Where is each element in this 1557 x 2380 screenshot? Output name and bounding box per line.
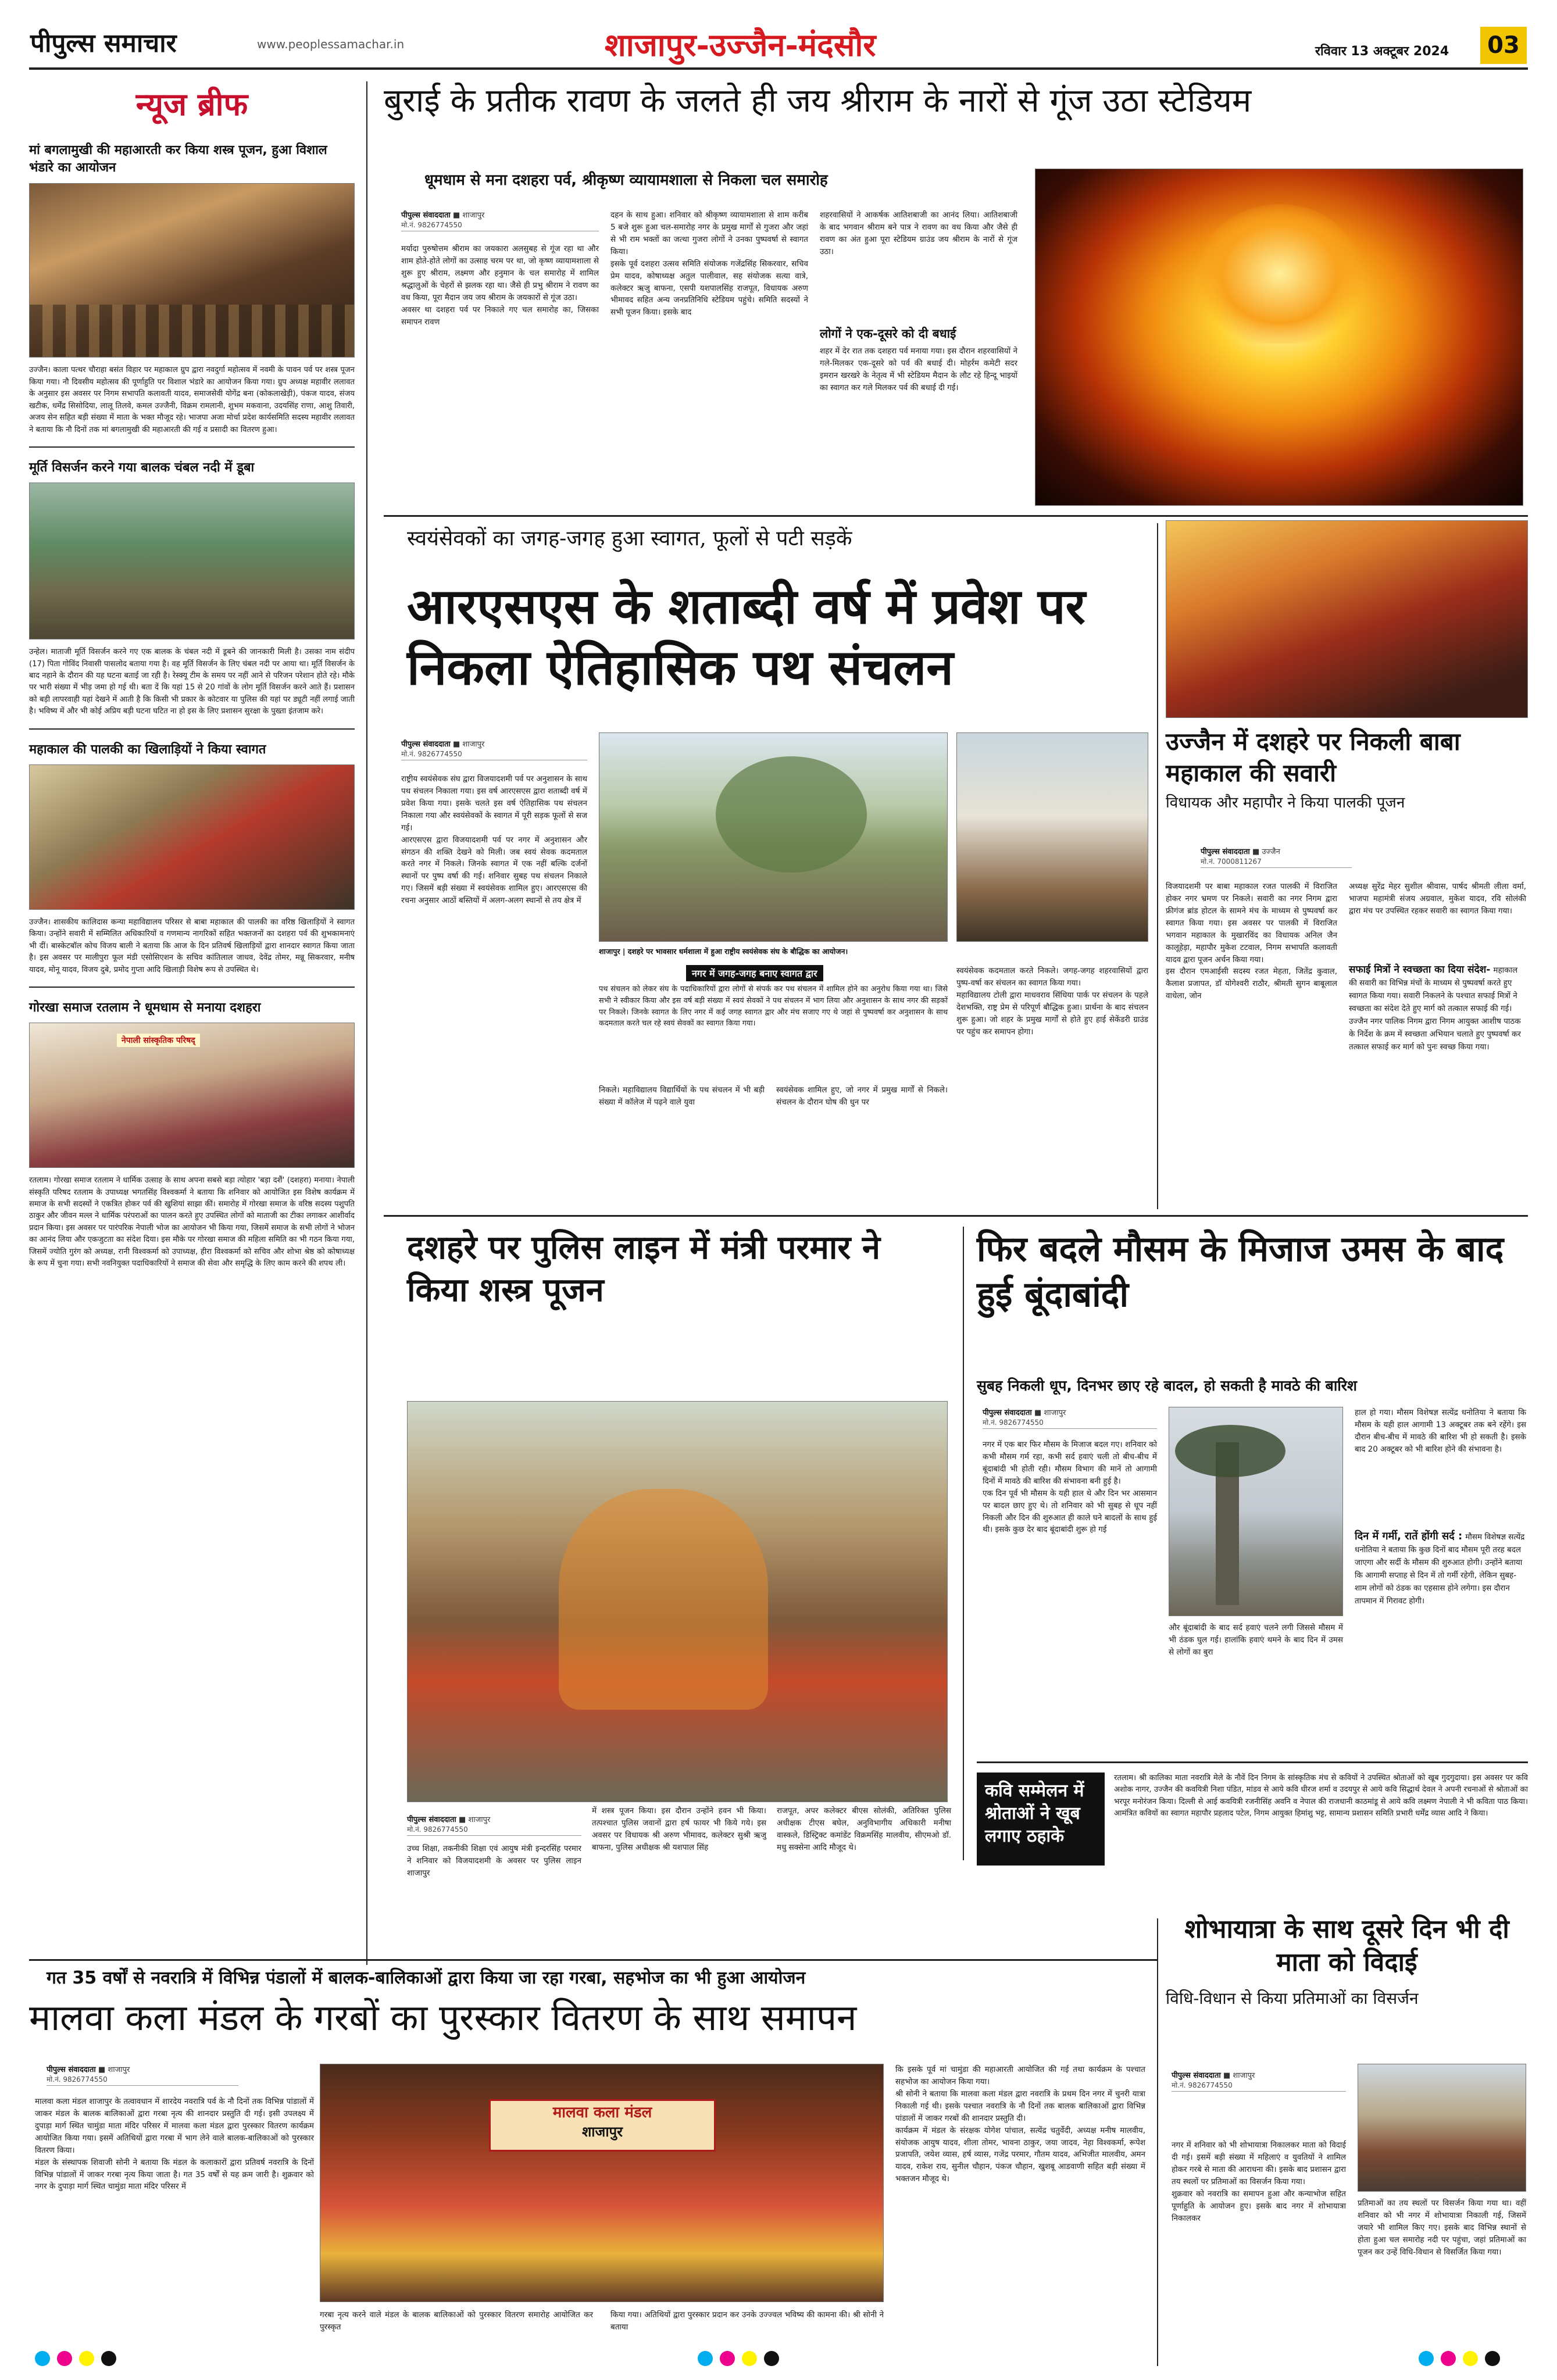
brief-headline: महाकाल की पालकी का खिलाड़ियों ने किया स्वागत [29,742,266,757]
weather-photo-caption: और बूंदाबांदी के बाद सर्द हवाएं चलने लगी जिससे मौसम में भी ठंडक घुल गई। हालांकि हवाएं थमने के बाद दिन में उमस से लोगों का बुरा [1169,1623,1343,1657]
garba-story [29,1965,1151,2366]
weather-box [1355,1529,1526,1607]
news-brief-title: न्यूज ब्रीफ [135,85,248,123]
brief-photo-river-bank [29,483,355,639]
mobile-number: मो.नं. 9826774550 [983,1417,1157,1429]
box-headline: लोगों ने एक-दूसरे को दी बधाई [820,327,956,341]
divider [29,728,355,730]
photo-banner: नेपाली सांस्कृतिक परिषद् [117,1034,200,1047]
column-rule [1157,523,1158,1209]
brief-item-palki-players [29,740,355,976]
brief-body: उज्जैन। काला पत्थर चौराहा बसंत विहार पर महाकाल ग्रुप द्वारा नवदुर्गा महोत्सव में नवमी के पावन पर्व पर शस्त्र पूजन किया गया। नौ दिवसीय महोत्सव की पूर्णाहुति पर विशाल भंडारे का आयोजन किया गया। ग्रुप अध्यक्ष महावीर ललावत के अनुसार इस अवसर पर निगम सभापति कलावती यादव, समाजसेवी योगेंद्र बना (कोकलाखेड़ी), पंकज यादव, संजय खटीक, धर्मेंद्र सिसोदिया, लालू तिलवे, कमल उज्जैनी, विक्रम रामलानी, शुभम मकवाना, उदयसिंह राणा, आशु तिवारी, अजय सेन सहित बड़ी संख्या में माता के भक्त मौजूद रहे। भाजपा अजा मोर्चा प्रदेश कार्यसमिति सदस्य महावीर ललावत ने बताया कि नौ दिनों तक मां बगलामुखी की महाआरती की गई व प्रसादी का वितरण हुआ। [29,366,355,434]
shobha-byline [1172,2070,1346,2092]
garba-headline: मालवा कला मंडल के गरबों का पुरस्कार वितरण के साथ समापन [29,1996,857,2039]
police-photo-shastra-pujan [407,1401,948,1802]
divider [29,987,355,988]
police-col-1: उच्च शिक्षा, तकनीकी शिक्षा एवं आयुष मंत्री इन्दरसिंह परमार ने शनिवार को विजयादशमी के अवसर पर पुलिस लाइन शाजापुर [407,1844,581,1878]
mobile-number: मो.नं. 9826774550 [407,1824,581,1836]
brief-headline: गोरखा समाज रतलाम ने धूमधाम से मनाया दशहरा [29,1000,261,1016]
weather-photo-cloudy-palm [1169,1407,1343,1616]
garba-photo-caption-2: किया गया। अतिथियों द्वारा पुरस्कार प्रदान कर उनके उज्ज्वल भविष्य की कामना की। श्री सोनी ने बताया [610,2310,884,2332]
mahakal-byline [1201,846,1352,868]
brief-item-chambal [29,458,355,718]
byline: पीपुल्स संवाददाता ■ शाजापुर [401,211,485,220]
mobile-number: मो.नं. 7000811267 [1201,856,1352,868]
mobile-number: मो.नं. 9826774550 [401,220,599,231]
mahakal-story [1166,520,1528,1206]
registration-marks-right [1419,2351,1500,2366]
garba-kicker: गत 35 वर्षों से नवरात्रि में विभिन्न पंडालों में बालक-बालिकाओं द्वारा किया जा रहा गरबा, सहभोज का भी हुआ आयोजन [47,1968,806,1988]
masthead [0,0,1557,69]
page-number: 03 [1487,32,1520,59]
rss-photo-march [599,732,948,942]
garba-col-2: कि इसके पूर्व मां चामुंडा की महाआरती आयोजित की गई तथा कार्यक्रम के पश्चात सहभोज का आयोजन किया गया। श्री सोनी ने बताया कि मालवा कला मंडल द्वारा नवरात्रि के प्रथम दिन नगर में चुनरी यात्रा निकाली गई थी। इसके पश्चात नवरात्रि के नौ दिनों तक बालक बालिकाओं द्वारा विभिन्न पांडालों में जाकर गरबों की शानदार प्रस्तुति दी। कार्यक्रम में मंडल के संरक्षक योगेश पांचाल, सत्येंद्र चतुर्वेदी, अध्यक्ष मनीष मालवीय, संयोजक आयुष यादव, शीला तोमर, भावना ठाकुर, जया जादव, नेहा विश्वकर्मा, रूपेश प्रजापति, जयेश व्यास, हर्ष व्यास, गजेंद्र परमार, गौतम यादव, अभिजीत मालवीय, अमन यादव, राकेश राय, सुनील चौहान, पंकज चौहान, खुशबू आडवाणी सहित बड़ी संख्या में भक्तजन मौजूद थे। [895,2065,1145,2184]
divider [29,446,355,448]
rss-col-4: स्वयंसेवक कदमताल करते निकले। जगह-जगह शहरवासियों द्वारा पुष्प-वर्षा कर संचलन का स्वागत किया गया। महाविद्यालय टोली द्वारा माधवराव सिंधिया पार्क पर संचलन के पहले देशभक्ति, राष्ट्र प्रेम से परिपूर्ण बौद्धिक हुआ। प्रार्थना के बाद संचलन शुरू हुआ। जो शहर के प्रमुख मार्गों से होते हुए हाई सेकेंडरी ग्राउंड पर पहुंच कर समापन होगा। [956,966,1148,1037]
box-headline: दिन में गर्मी, रातें होंगी सर्द : [1355,1530,1463,1542]
weather-byline [983,1407,1157,1429]
photo-banner: मालवा कला मंडल शाजापुर [489,2099,716,2152]
box-body: मौसम विशेषज्ञ सत्येंद्र धनोतिया ने बताया कि कुछ दिनों बाद मौसम पूरी तरह बदल जाएगा और सर्दी के मौसम की शुरुआत होगी। उन्होंने बताया कि आगामी सप्ताह से दिन में तो गर्मी रहेगी, लेकिन सुबह-शाम लोगों को ठंडक का एहसास होने लगेगा। इस दौरान तापमान में गिरावट होगी। [1355,1532,1525,1606]
brief-item-gorkha [29,998,355,1270]
weather-subhead: सुबह निकली धूप, दिनभर छाए रहे बादल, हो सकती है मावठे की बारिश [977,1377,1357,1394]
kavi-body: रतलाम। श्री कालिका माता नवरात्रि मेले के नौवें दिन निगम के सांस्कृतिक मंच से कवियों ने उपस्थित श्रोताओं को खूब गुदगुदाया। इस अवसर पर कवि अशोक नागर, उज्जैन की कवयित्री निशा पंडित, मांडव से आये कवि धीरज शर्मा व उदयपुर से आये कवि सिद्धार्थ देवल ने अपनी रचनाओं से श्रोताओं का भरपूर मनोरंजन किया। दिल्ली से आई कवयित्री रजनीसिंह अवनि व नेपाल की राजधानी काठमांडू से आये कवि लक्ष्मण नेपाली ने भी कविता पाठ किया। आमंत्रित कवियों का स्वागत महापौर प्रहलाद पटेल, निगम आयुक्त हिमांशु भट्ट, सामान्य प्रशासन समिति प्रभारी धर्मेंद्र व्यास आदि ने किया। [1114,1774,1528,1818]
box-headline: सफाई मित्रों ने स्वच्छता का दिया संदेश- [1349,964,1491,975]
weather-headline: फिर बदले मौसम के मिजाज उमस के बाद हुई बूंदाबांदी [977,1229,1504,1315]
kavi-story [977,1761,1528,1866]
shobha-story [1166,1913,1528,2366]
police-story [384,1227,954,1860]
mahakal-col-1: विजयादशमी पर बाबा महाकाल रजत पालकी में विराजित होकर नगर भ्रमण पर निकले। सवारी का नगर निगम द्वारा फ्रीगंज ब्रांड होटल के सामने मंच के माध्यम से पुष्पवर्षा कर स्वागत किया गया। इस अवसर पर पालकी में विराजित भगवान महाकाल के मुखारविंद का विधायक अनिल जैन कालूहेड़ा, महापौर मुकेश टटवाल, निगम सभापति कलावती यादव द्वारा पूजन अर्चन किया गया। इस दौरान एमआईसी सदस्य रजत मेहता, जितेंद्र कुवाल, कैलाश प्रजापत, डॉ योगेश्वरी राठौर, श्रीमती सुगन बाबूलाल वाधेला, जोन [1166,882,1337,1001]
column-rule [963,1227,964,1860]
mobile-number: मो.नं. 9826774550 [401,749,587,760]
byline: पीपुल्स संवाददाता ■ शाजापुर [401,740,485,749]
police-byline [407,1814,581,1836]
byline: पीपुल्स संवाददाता ■ शाजापुर [47,2065,130,2074]
rss-byline [401,738,587,760]
garba-photo-award-stage [320,2064,884,2302]
lead-headline: बुराई के प्रतीक रावण के जलते ही जय श्रीराम के नारों से गूंज उठा स्टेडियम [384,82,1252,120]
mahakal-subhead: विधायक और महापौर ने किया पालकी पूजन [1166,794,1405,812]
lead-byline [401,209,599,231]
shobha-subhead: विधि-विधान से किया प्रतिमाओं का विसर्जन [1166,1989,1419,2009]
masthead-logo [30,24,177,59]
lead-col-1: मर्यादा पुरुषोत्तम श्रीराम का जयकारा अलसुबह से गूंज रहा था और शाम होते-होते लोगों का उत्साह चरम पर था, जो कृष्ण व्यायामशाला से शुरू हुए श्रीराम, लक्ष्मण और हनुमान के चल समारोह में शामिल श्रद्धालुओं के चेहरों से झलक रहा था। जैसे ही प्रभु श्रीराम ने रावण का वध किया, पूरा मैदान जय जय श्रीराम के जयकारों से गूंज उठा। अवसर था दशहरा पर्व पर निकाले गए चल समारोह का, जिसका समापन रावण [401,244,599,327]
left-column-rule [366,81,367,1965]
kavi-headline: कवि सम्मेलन में श्रोताओं ने खूब लगाए ठहाके [985,1781,1084,1846]
mahakal-col-2: अध्यक्ष सुरेंद्र मेहर सुशील श्रीवास, पार्षद श्रीमती लीला वर्मा, भाजपा महामंत्री संजय अग्रवाल, मुकेश यादव, रवि सोलंकी द्वारा मंच पर उपस्थित रहकर सवारी का स्वागत किया गया। [1349,882,1526,916]
inset-body: पथ संचलन को लेकर संघ के पदाधिकारियों द्वारा लोगों से संपर्क कर पथ संचलन में शामिल होने का अनुरोध किया गया था। जिसे सभी ने स्वीकार किया और इस वर्ष बड़ी संख्या में स्वयं सेवकों ने पथ संचलन में भाग लिया और अनुशासन के साथ नगर की सड़कों पर निकले। जिनके स्वागत के लिए नगर में कई जगह स्वागत द्वार और मंच सजाए गए थे जहां से पुष्पवर्षा कर अनुशासन के साथ कदमताल करते चल रहे स्वयं सेवकों का स्वागत किया गया। [599,985,948,1028]
rss-story [384,523,1163,1209]
brief-headline: मूर्ति विसर्जन करने गया बालक चंबल नदी में डूबा [29,460,255,476]
brief-photo-gorkha-gathering [29,1023,355,1168]
rss-photo-caption: शाजापुर | दशहरे पर भावसार धर्मशाला में हुआ राष्ट्रीय स्वयंसेवक संघ के बौद्धिक का आयोजन। [599,947,848,956]
lead-story [384,81,1528,512]
rss-photo-volunteers [956,732,1148,942]
rss-headline: आरएसएस के शताब्दी वर्ष में प्रवेश पर निकला ऐतिहासिक पथ संचलन [407,577,1085,696]
box-body: शहर में देर रात तक दशहरा पर्व मनाया गया। इस दौरान शहरवासियों ने गले-मिलकर एक-दूसरे को पर्व की बधाई दी। मोहर्रम कमेटी सदर इमरान खरखरे के नेतृत्व में भी स्टेडियम मैदान के लौट रहे हिन्दू भाइयों का स्वागत कर गले मिलकर पर्व की बधाई दी गई। [820,346,1017,392]
mobile-number: मो.नं. 9826774550 [1172,2080,1346,2092]
box-body: महाकाल की सवारी का विभिन्न मंचों के माध्यम से पुष्पवर्षा करते हुए स्वागत किया गया। सवारी निकलने के पश्चात सफाई मित्रों ने स्वच्छता का संदेश देते हुए मार्ग को तत्काल सफाई की गई। उज्जैन नगर पालिक निगम द्वारा निगम आयुक्त आशीष पाठक के निर्देश के क्रम में स्वच्छता अभियान चलाते हुए पुष्पवर्षा कर तत्काल सफाई कर मार्ग को पुनः स्वच्छ किया गया। [1349,966,1521,1052]
police-headline: दशहरे पर पुलिस लाइन में मंत्री परमार ने किया शस्त्र पूजन [407,1228,880,1309]
garba-col-1: मालवा कला मंडल शाजापुर के तत्वावधान में शारदेय नवरात्रि पर्व के नौ दिनों तक विभिन्न पांडालों में जाकर मंडल के बालक बालिकाओं द्वारा गरबा नृत्य की शानदार प्रस्तुति दी गई। इसी उपलक्ष्य में दुपाड़ा मार्ग स्थित चामुंडा माता मंदिर परिसर में मालवा कला मंडल द्वारा पुरस्कार वितरण कार्यक्रम आयोजित किया गया। इसमें अतिथियों द्वारा गरबा में भाग लेने वाले बालक-बालिकाओं को पुरस्कार वितरण किया। मंडल के संस्थापक शिवाजी सोनी ने बताया कि मंडल के कलाकारों द्वारा प्रतिवर्ष नवरात्रि के दिनों विभिन्न पांडालों में जाकर गरबा नृत्य किया जाता है। गत 35 वर्षों से यह क्रम जारी है। शुक्रवार को नगर के दुपाड़ा मार्ग स्थित चामुंडा माता मंदिर परिसर में [35,2097,314,2192]
shobha-col-1: नगर में शनिवार को भी शोभायात्रा निकालकर माता को विदाई दी गई। इसमें बड़ी संख्या में महिलाएं व युवतियों ने शामिल होकर गरबे से माता की आराधना की। इसके बाद प्रशासन द्वारा तय स्थलों पर प्रतिमाओं का विसर्जन किया गया। शुक्रवार को नवरात्रि का समापन हुआ और कन्याभोज सहित पूर्णाहुति के आयोजन हुए। इसके बाद नगर में शोभायात्रा निकालकर [1172,2140,1346,2223]
lead-col-3: शहरवासियों ने आकर्षक आतिशबाजी का आनंद लिया। आतिशबाजी के बाद भगवान श्रीराम बने पात्र ने रावण का वध किया और जैसे ही रावण का अंत हुआ पूरा स्टेडियम ग्राउंड जय श्रीराम के नारों से गूंज उठा। [820,210,1017,256]
mahakal-photo-palki [1166,520,1528,718]
section-rule [384,1215,1528,1217]
mobile-number: मो.नं. 9826774550 [47,2074,238,2086]
registration-marks-left [35,2351,116,2366]
byline: पीपुल्स संवाददाता ■ उज्जैन [1201,848,1280,856]
police-col-3: राजपूत, अपर कलेक्टर बीएस सोलंकी, अतिरिक्त पुलिस अधीक्षक टीएस बघेल, अनुविभागीय अधिकारी मनीषा वास्कले, डिस्ट्रिक्ट कमांडेंट विक्रमसिंह मालवीय, सीएमओ डॉ. मधु सक्सेना आदि मौजूद थे। [777,1806,951,1852]
weather-story [977,1227,1528,1750]
byline: पीपुल्स संवाददाता ■ शाजापुर [407,1816,491,1824]
masthead-rule [29,67,1528,70]
lead-subhead: धूमधाम से मना दशहरा पर्व, श्रीकृष्ण व्यायामशाला से निकला चल समारोह [424,171,828,189]
rss-col-3: स्वयंसेवक शामिल हुए, जो नगर में प्रमुख मार्गों से निकले। संचलन के दौरान घोष की धुन पर [776,1085,948,1107]
section-rule [384,515,1528,517]
page-number-badge [1480,27,1527,64]
police-col-2: में शस्त्र पूजन किया। इस दौरान उन्होंने हवन भी किया। तत्पश्चात पुलिस जवानों द्वारा हर्ष फायर भी किये गये। इस अवसर पर विधायक श्री अरुण भीमावद, कलेक्टर सुश्री ऋजु बाफना, पुलिस अधीक्षक श्री यशपाल सिंह [592,1806,766,1852]
edition-title: शाजापुर-उज्जैन-मंदसौर [605,26,876,63]
brief-body: उज्जैन। शासकीय कालिदास कन्या महाविद्यालय परिसर से बाबा महाकाल की पालकी का वरिष्ठ खिलाड़ियों ने स्वागत किया। उन्होंने सवारी में सम्मिलित अधिकारियों व गणमान्य नागरिकों सहित भक्तजनों का दशहरा पर्व की शुभकामनाएं भी दीं। बास्केटबॉल कोच विजय बाली ने बताया कि आज के दिन प्रतिवर्ष खिलाड़ियों द्वारा शानदार स्वागत किया जाता है। इस अवसर पर मालीपुरा फूल मंडी एसोसिएशन के सचिव कांतिलाल जाधव, देवेंद्र तोमर, मन्नू सिकरवार, मनीष यादव, मोनू यादव, विजय दुबे, प्रमोद गुप्ता आदि खिलाड़ी विशेष रूप से उपस्थित थे। [29,917,355,974]
registration-marks-center [698,2351,779,2366]
brief-photo-crowd-aarti [29,183,355,358]
issue-date: रविवार 13 अक्टूबर 2024 [1315,44,1449,59]
site-url[interactable]: www.peoplessamachar.in [257,37,405,51]
byline: पीपुल्स संवाददाता ■ शाजापुर [983,1409,1066,1417]
rss-kicker: स्वयंसेवकों का जगह-जगह हुआ स्वागत, फूलों से पटी सड़कें [407,527,852,551]
inset-headline: नगर में जगह-जगह बनाए स्वागत द्वार [686,965,823,981]
garba-byline [47,2064,238,2086]
lead-photo-ravan-burning [1035,169,1523,506]
brief-item-bagalamukhi [29,142,355,436]
garba-photo-caption-1: गरबा नृत्य करने वाले मंडल के बालक बालिकाओं को पुरस्कार वितरण समारोह आयोजित कर पुरस्कृत [320,2310,593,2332]
shobha-col-2: प्रतिमाओं का तय स्थलों पर विसर्जन किया गया था। वहीं शनिवार को भी नगर में शोभायात्रा निकाली गई, जिसमें जयारे भी शामिल किए गए। इसके बाद विभिन्न स्थानों से होता हुआ चल समारोह नदी पर पहुंचा, जहां प्रतिमाओं का पूजन कर उन्हें विधि-विधान से विसर्जित किया गया। [1358,2199,1526,2257]
brief-body: उन्हेल। माताजी मूर्ति विसर्जन करने गए एक बालक के चंबल नदी में डूबने की जानकारी मिली है। उसका नाम संदीप (17) पिता गोविंद निवासी पासलोद बताया गया है। वह मूर्ति विसर्जन के लिए चंबल नदी पर आया था। मूर्ति विसर्जन के बाद नहाने के दौरान की यह घटना बताई जा रही है। रेस्क्यू टीम के समय पर नहीं आने से परिजन परेशान होते रहे। मौके पर भारी संख्या में भीड़ जमा हो गई थी। बता दें कि यहां 15 से 20 गांवों के लोग मूर्ति विसर्जन करने आते हैं। प्रशासन को बड़ी लापरवाही यहां देखने में आती है कि किसी भी प्रकार के कोटवार या पुलिस की यहां पर ड्यूटी नहीं लगाई जाती है। भविष्य में और भी कोई अप्रिय बड़ी घटना घटित ना हो इस के लिए प्रशासन सुरक्षा के पुख्ता इंतजाम करे। [29,648,355,716]
section-rule [29,1959,1157,1961]
brand-name: पीपुल्स समाचार [30,28,177,58]
brief-photo-procession [29,764,355,910]
rss-col-2: निकले। महाविद्यालय विद्यार्थियों के पथ संचलन में भी बड़ी संख्या में कॉलेज में पढ़ने वाले युवा [599,1085,765,1107]
brief-headline: मां बगलामुखी की महाआरती कर किया शस्त्र पूजन, हुआ विशाल भंडारे का आयोजन [29,143,327,175]
column-rule [1157,1918,1158,2366]
shobha-photo-procession [1358,2064,1526,2192]
weather-col-2: हाल हो गया। मौसम विशेषज्ञ सत्येंद्र धनोतिया ने बताया कि मौसम के यही हाल आगामी 13 अक्टूबर तक बने रहेंगे। इस दौरान बीच-बीच में मावठे की बारिश भी हो सकती है। इसके बाद 20 अक्टूबर को भी बारिश होने की संभावना है। [1355,1408,1526,1454]
mahakal-box [1349,962,1526,1053]
lead-col-2: दहन के साथ हुआ। शनिवार को श्रीकृष्ण व्यायामशाला से शाम करीब 5 बजे शुरू हुआ चल-समारोह नगर के प्रमुख मार्गों से गुजरा और जहां से भी राम भक्तों का जत्था गुजरा लोगों ने उनका पुष्पवर्षा से स्वागत किया। इसके पूर्व दशहरा उत्सव समिति संयोजक गजेंद्रसिंह सिकरवार, सचिव प्रेम यादव, कोषाध्यक्ष अतुल पालीवाल, सह संयोजक सत्या वात्रे, कलेक्टर ऋजु बाफना, एसपी यशपालसिंह राजपूत, विधायक अरुण भीमावद सहित अन्य जनप्रतिनिधि स्टेडियम पहुंचे। समिति सदस्यों ने सभी पूजन किया। इसके बाद [610,210,808,317]
kavi-headline-block [977,1773,1105,1866]
mahakal-headline: उज्जैन में दशहरे पर निकली बाबा महाकाल की सवारी [1166,727,1460,787]
brief-body: रतलाम। गोरखा समाज रतलाम ने धार्मिक उत्साह के साथ अपना सबसे बड़ा त्योहार 'बड़ा दशैं' (दशहरा) मनाया। नेपाली संस्कृति परिषद रतलाम के उपाध्यक्ष भगतसिंह विश्वकर्मा ने बताया कि शनिवार को आयोजित इस विशेष कार्यक्रम में समाज के सभी सदस्यों ने एकत्रित होकर पर्व की खुशियां साझा कीं। समारोह में गोरखा समाज के वरिष्ठ सदस्य पशुपति ठाकुर और जीवन मल्ल ने धार्मिक परंपराओं का पालन करते हुए उपस्थित लोगों को माताजी का टीका लगाकर आशीर्वाद प्रदान किया। इस अवसर पर पारंपरिक नेपाली भोज का आयोजन भी किया गया, जिसमें समाज के सभी लोगों ने भोजन का आनंद लिया और एकजुटता का संदेश दिया। इस मौके पर गोरखा समाज की महिला समिति का भी गठन किया गया, जिसमें ज्योति गुरंग को अध्यक्ष, रानी विश्वकर्मा को उपाध्यक्ष, हीरा विश्वकर्मा को सचिव और शोभा श्रेष्ठ को कोषाध्यक्ष के रूप में चुना गया। सभी नवनियुक्त पदाधिकारियों ने समाज की सेवा और समृद्धि के लिए काम करने की शपथ ली। [29,1176,355,1268]
news-brief-column [29,81,355,1971]
shobha-headline: शोभायात्रा के साथ दूसरे दिन भी दी माता को विदाई [1184,1914,1509,1978]
weather-col-1: नगर में एक बार फिर मौसम के मिजाज बदल गए। शनिवार को कभी मौसम गर्म रहा, कभी सर्द हवाएं चली तो बीच-बीच में बूंदाबांदी भी होती रही। मौसम विभाग की मानें तो आगामी दिनों में मावठे की बारिश की संभावना बनी हुई है। एक दिन पूर्व भी मौसम के यही हाल थे और दिन भर आसमान पर बादल छाए हुए थे। तो शनिवार को भी सुबह से धूप नहीं निकली और दिन की शुरुआत ही काले घने बादलों के साथ हुई थी। इसके कुछ देर बाद बूंदाबांदी शुरू हो गई [983,1440,1157,1535]
rss-col-1: राष्ट्रीय स्वयंसेवक संघ द्वारा विजयादशमी पर्व पर अनुशासन के साथ पथ संचलन निकाला गया। इस वर्ष आरएसएस द्वारा शताब्दी वर्ष में प्रवेश किया गया। इसके चलते इस वर्ष ऐतिहासिक पथ संचलन निकाला गया और स्वयंसेवकों के स्वागत में पूरी सड़क फूलों से सज गई। आरएसएस द्वारा विजयादशमी पर्व पर नगर में अनुशासन और संगठन की शक्ति देखने को मिली। जब स्वयं सेवक कदमताल करते नगर में निकले। जिनके स्वागत में एक नहीं बल्कि दर्जनों स्थानों पर पुष्प वर्षा की गई। शनिवार सुबह पथ संचलन निकाले गए। जिसमें बड़ी संख्या में स्वयंसेवक शामिल हुए। आरएसएस की रचना अनुसार आठों बस्तियों में अलग-अलग स्थानों से तय क्षेत्र में [401,774,587,906]
byline: पीपुल्स संवाददाता ■ शाजापुर [1172,2071,1255,2080]
lead-box [820,326,1017,394]
rss-inset [599,965,948,1030]
